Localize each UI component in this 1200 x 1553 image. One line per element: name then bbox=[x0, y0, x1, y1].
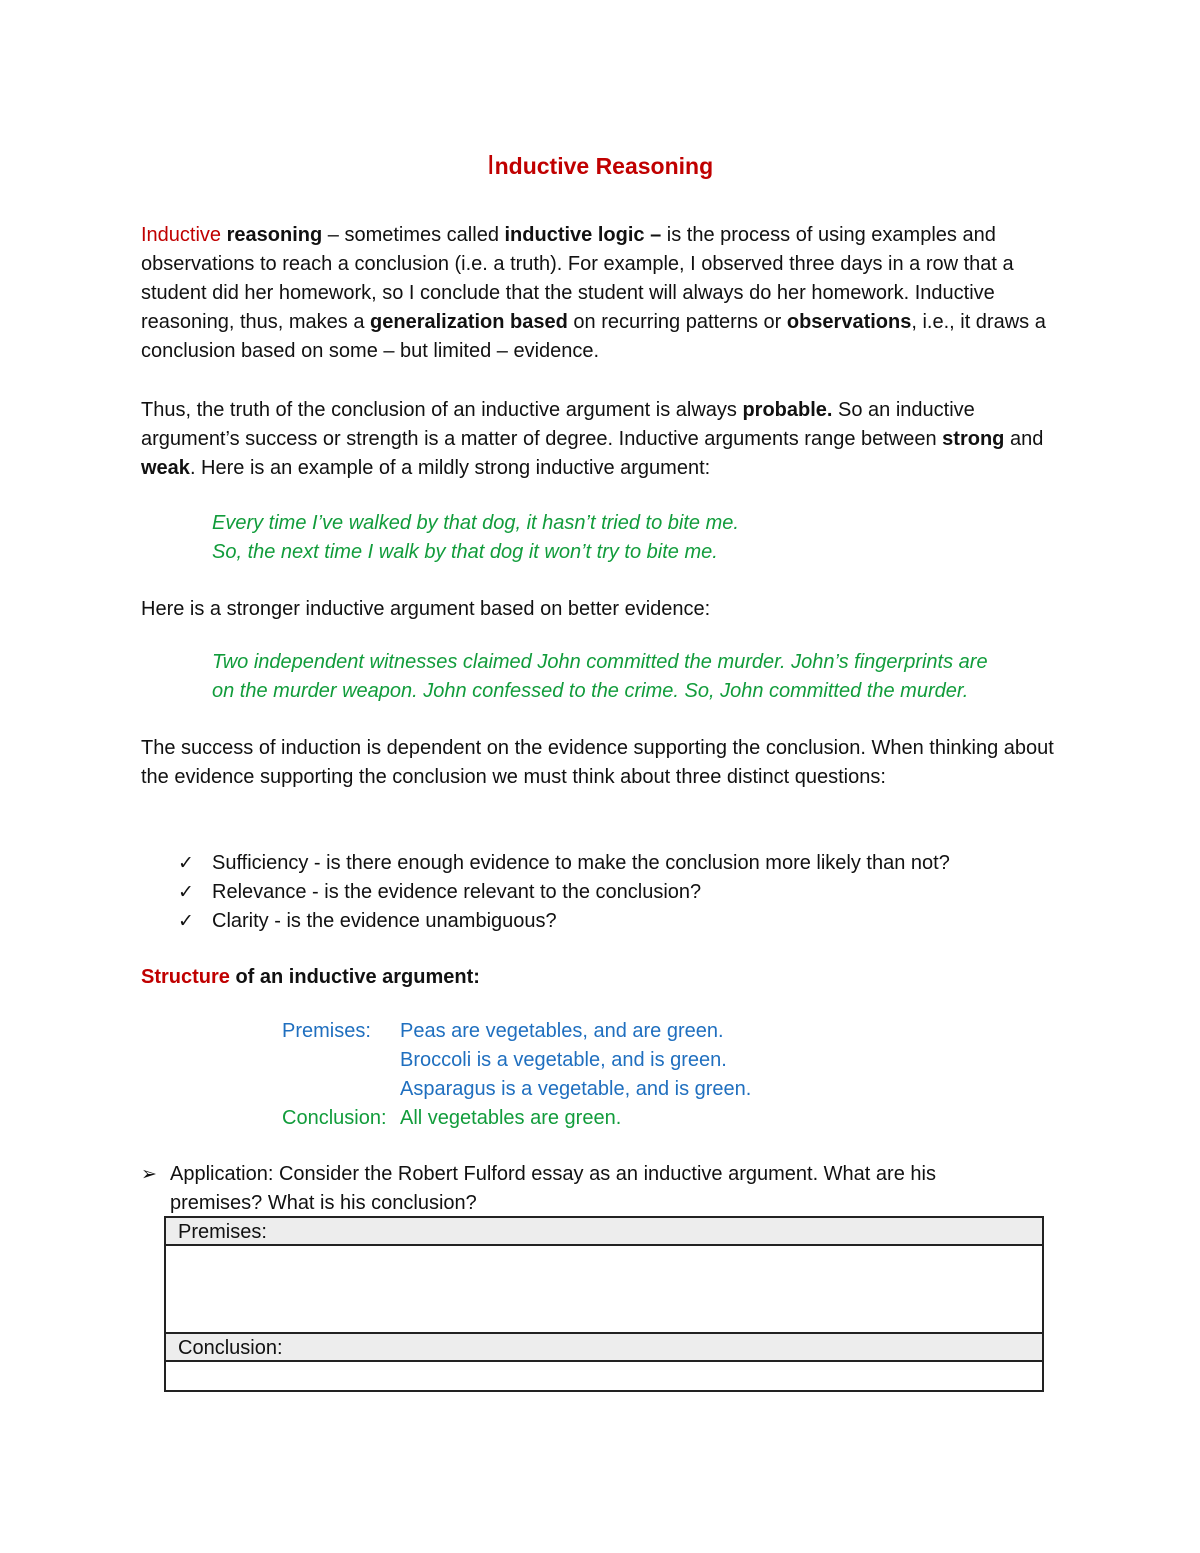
answer-table bbox=[164, 1216, 1044, 1392]
paragraph-definition: Inductive reasoning – sometimes called inductive logic – is the process of using examples and observations to reach a conclusion (i.e. a truth). For example, I observed three days in a row that a student did her homework, so I conclude that the student will always do her homework. Inductive reasoning, thus, makes a generalization based on recurring patterns or observations, i.e., it draws a conclusion based on some – but limited – evidence. bbox=[141, 224, 1046, 362]
term-reasoning: reasoning bbox=[226, 224, 323, 246]
evidence-checklist bbox=[178, 849, 1078, 936]
premise-row: Broccoli is a vegetable, and is green. bbox=[400, 1049, 727, 1071]
arrow-bullet-icon: ➢ bbox=[141, 1164, 157, 1185]
term-strong: strong bbox=[942, 428, 1005, 450]
checkmark-icon: ✓ bbox=[178, 853, 194, 874]
checkmark-icon: ✓ bbox=[178, 911, 194, 932]
premise-row: Asparagus is a vegetable, and is green. bbox=[400, 1078, 752, 1100]
conclusion-row: Conclusion: All vegetables are green. bbox=[282, 1104, 982, 1133]
list-item: ✓ Sufficiency - is there enough evidence to make the conclusion more likely than not? bbox=[178, 849, 1078, 878]
structure-heading: Structure of an inductive argument: bbox=[141, 966, 480, 988]
term-weak: weak bbox=[141, 457, 190, 479]
conclusion-label: Conclusion: bbox=[282, 1107, 387, 1129]
application-prompt: ➢ Application: Consider the Robert Fulford essay as an inductive argument. What are his premises? What is his conclusion? bbox=[141, 1160, 1041, 1218]
paragraph-stronger: Here is a stronger inductive argument based on better evidence: bbox=[141, 598, 711, 620]
checkmark-icon: ✓ bbox=[178, 882, 194, 903]
term-probable: probable. bbox=[742, 399, 833, 421]
paragraph-success: The success of induction is dependent on the evidence supporting the conclusion. When thinking about the evidence supporting the conclusion we must think about three distinct questions: bbox=[141, 737, 1054, 788]
premise-row: Premises: Peas are vegetables, and are green. bbox=[282, 1017, 982, 1046]
term-observations: observations bbox=[786, 311, 912, 333]
argument-structure bbox=[282, 1017, 982, 1133]
example-quote-murder: Two independent witnesses claimed John committed the murder. John’s fingerprints are on the murder weapon. John confessed to the crime. So, John committed the murder. bbox=[212, 651, 988, 702]
term-generalization: generalization based bbox=[370, 311, 568, 333]
paragraph-probable: Thus, the truth of the conclusion of an inductive argument is always probable. So an inductive argument’s success or strength is a matter of degree. Inductive arguments range between strong and weak. Here is an example of a mildly strong inductive argument: bbox=[141, 399, 1044, 479]
title-first-letter: I bbox=[486, 149, 495, 180]
list-item: ✓ Relevance - is the evidence relevant to the conclusion? bbox=[178, 878, 1078, 907]
title-rest: nductive Reasoning bbox=[494, 153, 714, 179]
conclusion-header: Conclusion: bbox=[166, 1334, 1042, 1362]
page-title bbox=[0, 150, 1200, 181]
premises-answer-cell[interactable] bbox=[166, 1246, 1042, 1334]
term-inductive-logic: inductive logic – bbox=[504, 224, 662, 246]
example-quote-dog: Every time I’ve walked by that dog, it hasn’t tried to bite me. So, the next time I walk by that dog it won’t try to bite me. bbox=[212, 512, 739, 563]
premises-header: Premises: bbox=[166, 1218, 1042, 1246]
list-item: ✓ Clarity - is the evidence unambiguous? bbox=[178, 907, 1078, 936]
conclusion-answer-cell[interactable] bbox=[166, 1362, 1042, 1390]
term-inductive: Inductive bbox=[141, 224, 222, 246]
premises-label: Premises: bbox=[282, 1020, 371, 1042]
